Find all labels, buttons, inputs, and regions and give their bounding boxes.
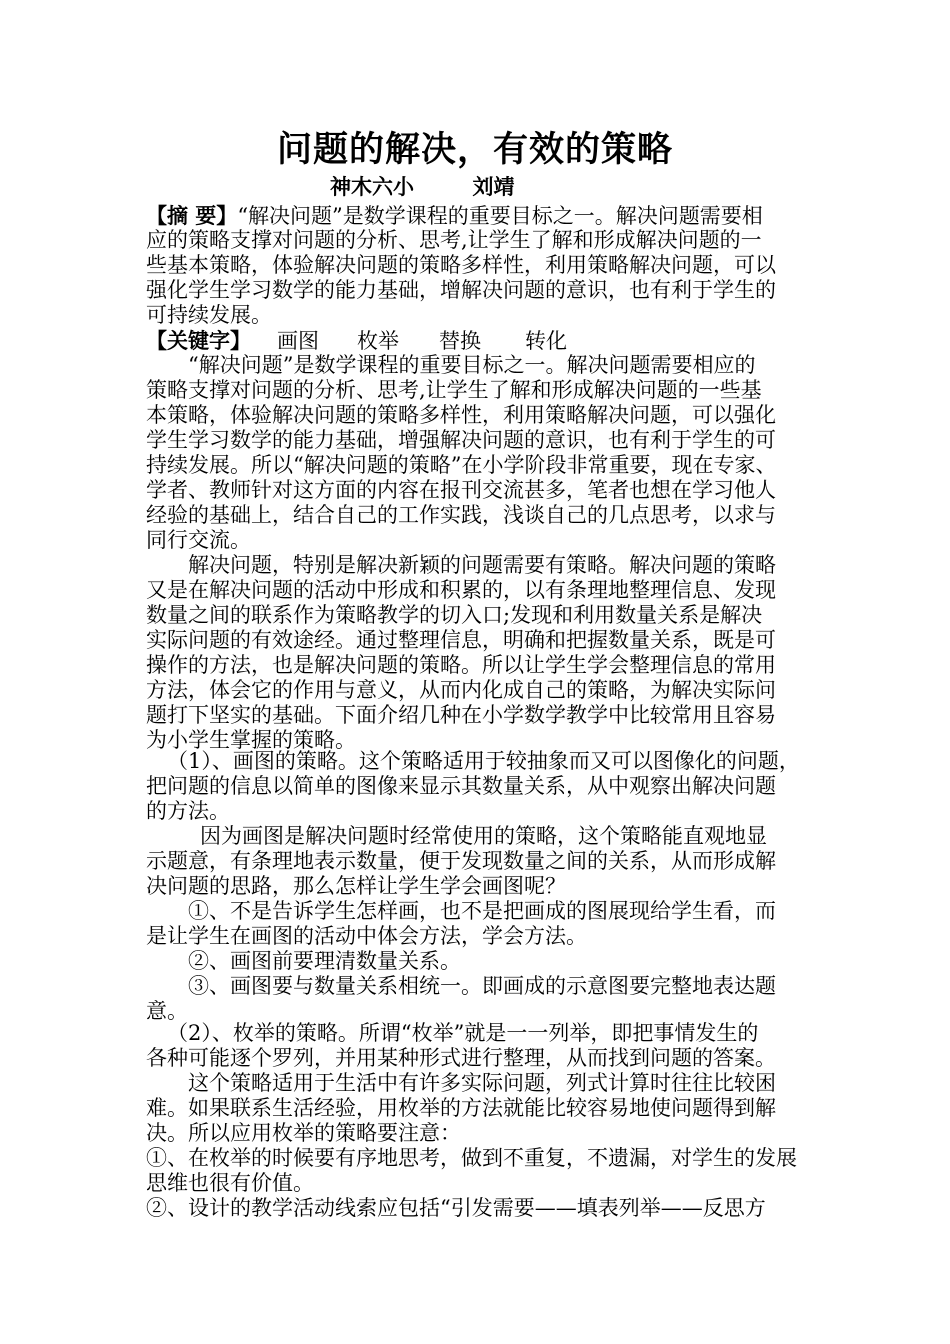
body-line: 因为画图是解决问题时经常使用的策略，这个策略能直观地显 (200, 824, 767, 848)
body-line: 题打下坚实的基础。下面介绍几种在小学数学教学中比较常用且容易 (146, 703, 776, 727)
body-line: 操作的方法，也是解决问题的策略。所以让学生学会整理信息的常用 (146, 653, 776, 677)
document-title: 问题的解决，有效的策略 (276, 129, 673, 170)
abstract-label: 【摘 要】 (146, 203, 238, 228)
body-line: 方法，体会它的作用与意义，从而内化成自己的策略，为解决实际问 (146, 678, 776, 702)
body-line: 示题意，有条理地表示数量，便于发现数量之间的关系，从而形成解 (146, 849, 776, 873)
body-line: 难。如果联系生活经验，用枚举的方法就能比较容易地使问题得到解 (146, 1096, 776, 1120)
abstract-line-2: 应的策略支撑对问题的分析、思考,让学生了解和形成解决问题的一 (146, 228, 762, 252)
body-line: 策略支撑对问题的分析、思考,让学生了解和形成解决问题的一些基 (146, 378, 762, 402)
body-line: 把问题的信息以简单的图像来显示其数量关系，从中观察出解决问题 (146, 774, 776, 798)
author-name: 刘靖 (472, 174, 515, 199)
author-line (330, 174, 515, 200)
body-line: 解决问题，特别是解决新颖的问题需要有策略。解决问题的策略 (188, 553, 776, 577)
body-line: ②、设计的教学活动线索应包括“引发需要——填表列举——反思方 (146, 1196, 766, 1220)
abstract-line-3: 些基本策略，体验解决问题的策略多样性，利用策略解决问题，可以 (146, 253, 776, 277)
body-line: ③、画图要与数量关系相统一。即画成的示意图要完整地表达题 (188, 974, 776, 998)
body-line: 各种可能逐个罗列，并用某种形式进行整理，从而找到问题的答案。 (146, 1046, 776, 1070)
body-line: ②、画图前要理清数量关系。 (188, 949, 461, 973)
body-line: 数量之间的联系作为策略教学的切入口;发现和利用数量关系是解决 (146, 603, 763, 627)
body-line: 持续发展。所以“解决问题的策略”在小学阶段非常重要，现在专家、 (146, 453, 777, 477)
body-line: 决。所以应用枚举的策略要注意： (146, 1121, 461, 1145)
body-line: ①、在枚举的时候要有序地思考，做到不重复，不遗漏，对学生的发展 (146, 1146, 797, 1170)
author-school: 神木六小 (330, 174, 414, 199)
keywords-label: 【关键字】 (146, 328, 251, 353)
keyword-item: 替换 (439, 329, 481, 353)
keyword-item: 画图 (277, 329, 319, 353)
body-line: 思维也很有价值。 (146, 1171, 314, 1195)
abstract-line-4: 强化学生学习数学的能力基础，增解决问题的意识，也有利于学生的 (146, 278, 776, 302)
body-line: ①、不是告诉学生怎样画，也不是把画成的图展现给学生看，而 (188, 899, 776, 923)
abstract-line-5: 可持续发展。 (146, 303, 272, 327)
body-line: （2）、枚举的策略。所谓“枚举”就是一一列举，即把事情发生的 (167, 1021, 759, 1045)
body-line: 是让学生在画图的活动中体会方法，学会方法。 (146, 924, 587, 948)
body-line: 学者、教师针对这方面的内容在报刊交流甚多，笔者也想在学习他人 (146, 478, 776, 502)
body-line: 为小学生掌握的策略。 (146, 728, 356, 752)
body-line: （1）、画图的策略。这个策略适用于较抽象而又可以图像化的问题， (167, 749, 800, 773)
body-line: 决问题的思路，那么怎样让学生学会画图呢？ (146, 874, 566, 898)
body-line: 这个策略适用于生活中有许多实际问题，列式计算时往往比较困 (188, 1071, 776, 1095)
body-line: 同行交流。 (146, 528, 251, 552)
keywords-line (146, 328, 567, 354)
body-line: 学生学习数学的能力基础，增强解决问题的意识，也有利于学生的可 (146, 428, 776, 452)
body-line: 实际问题的有效途经。通过整理信息，明确和把握数量关系，既是可 (146, 628, 776, 652)
body-line: 经验的基础上，结合自己的工作实践，浅谈自己的几点思考，以求与 (146, 503, 776, 527)
body-line: 本策略，体验解决问题的策略多样性，利用策略解决问题，可以强化 (146, 403, 776, 427)
keyword-item: 转化 (525, 329, 567, 353)
abstract-line-1: 【摘 要】“解决问题”是数学课程的重要目标之一。解决问题需要相 (146, 203, 763, 228)
body-line: 的方法。 (146, 799, 230, 823)
body-line: “解决问题”是数学课程的重要目标之一。解决问题需要相应的 (188, 353, 756, 377)
body-line: 又是在解决问题的活动中形成和积累的，以有条理地整理信息、发现 (146, 578, 776, 602)
keyword-item: 枚举 (357, 329, 399, 353)
body-line: 意。 (146, 999, 188, 1023)
